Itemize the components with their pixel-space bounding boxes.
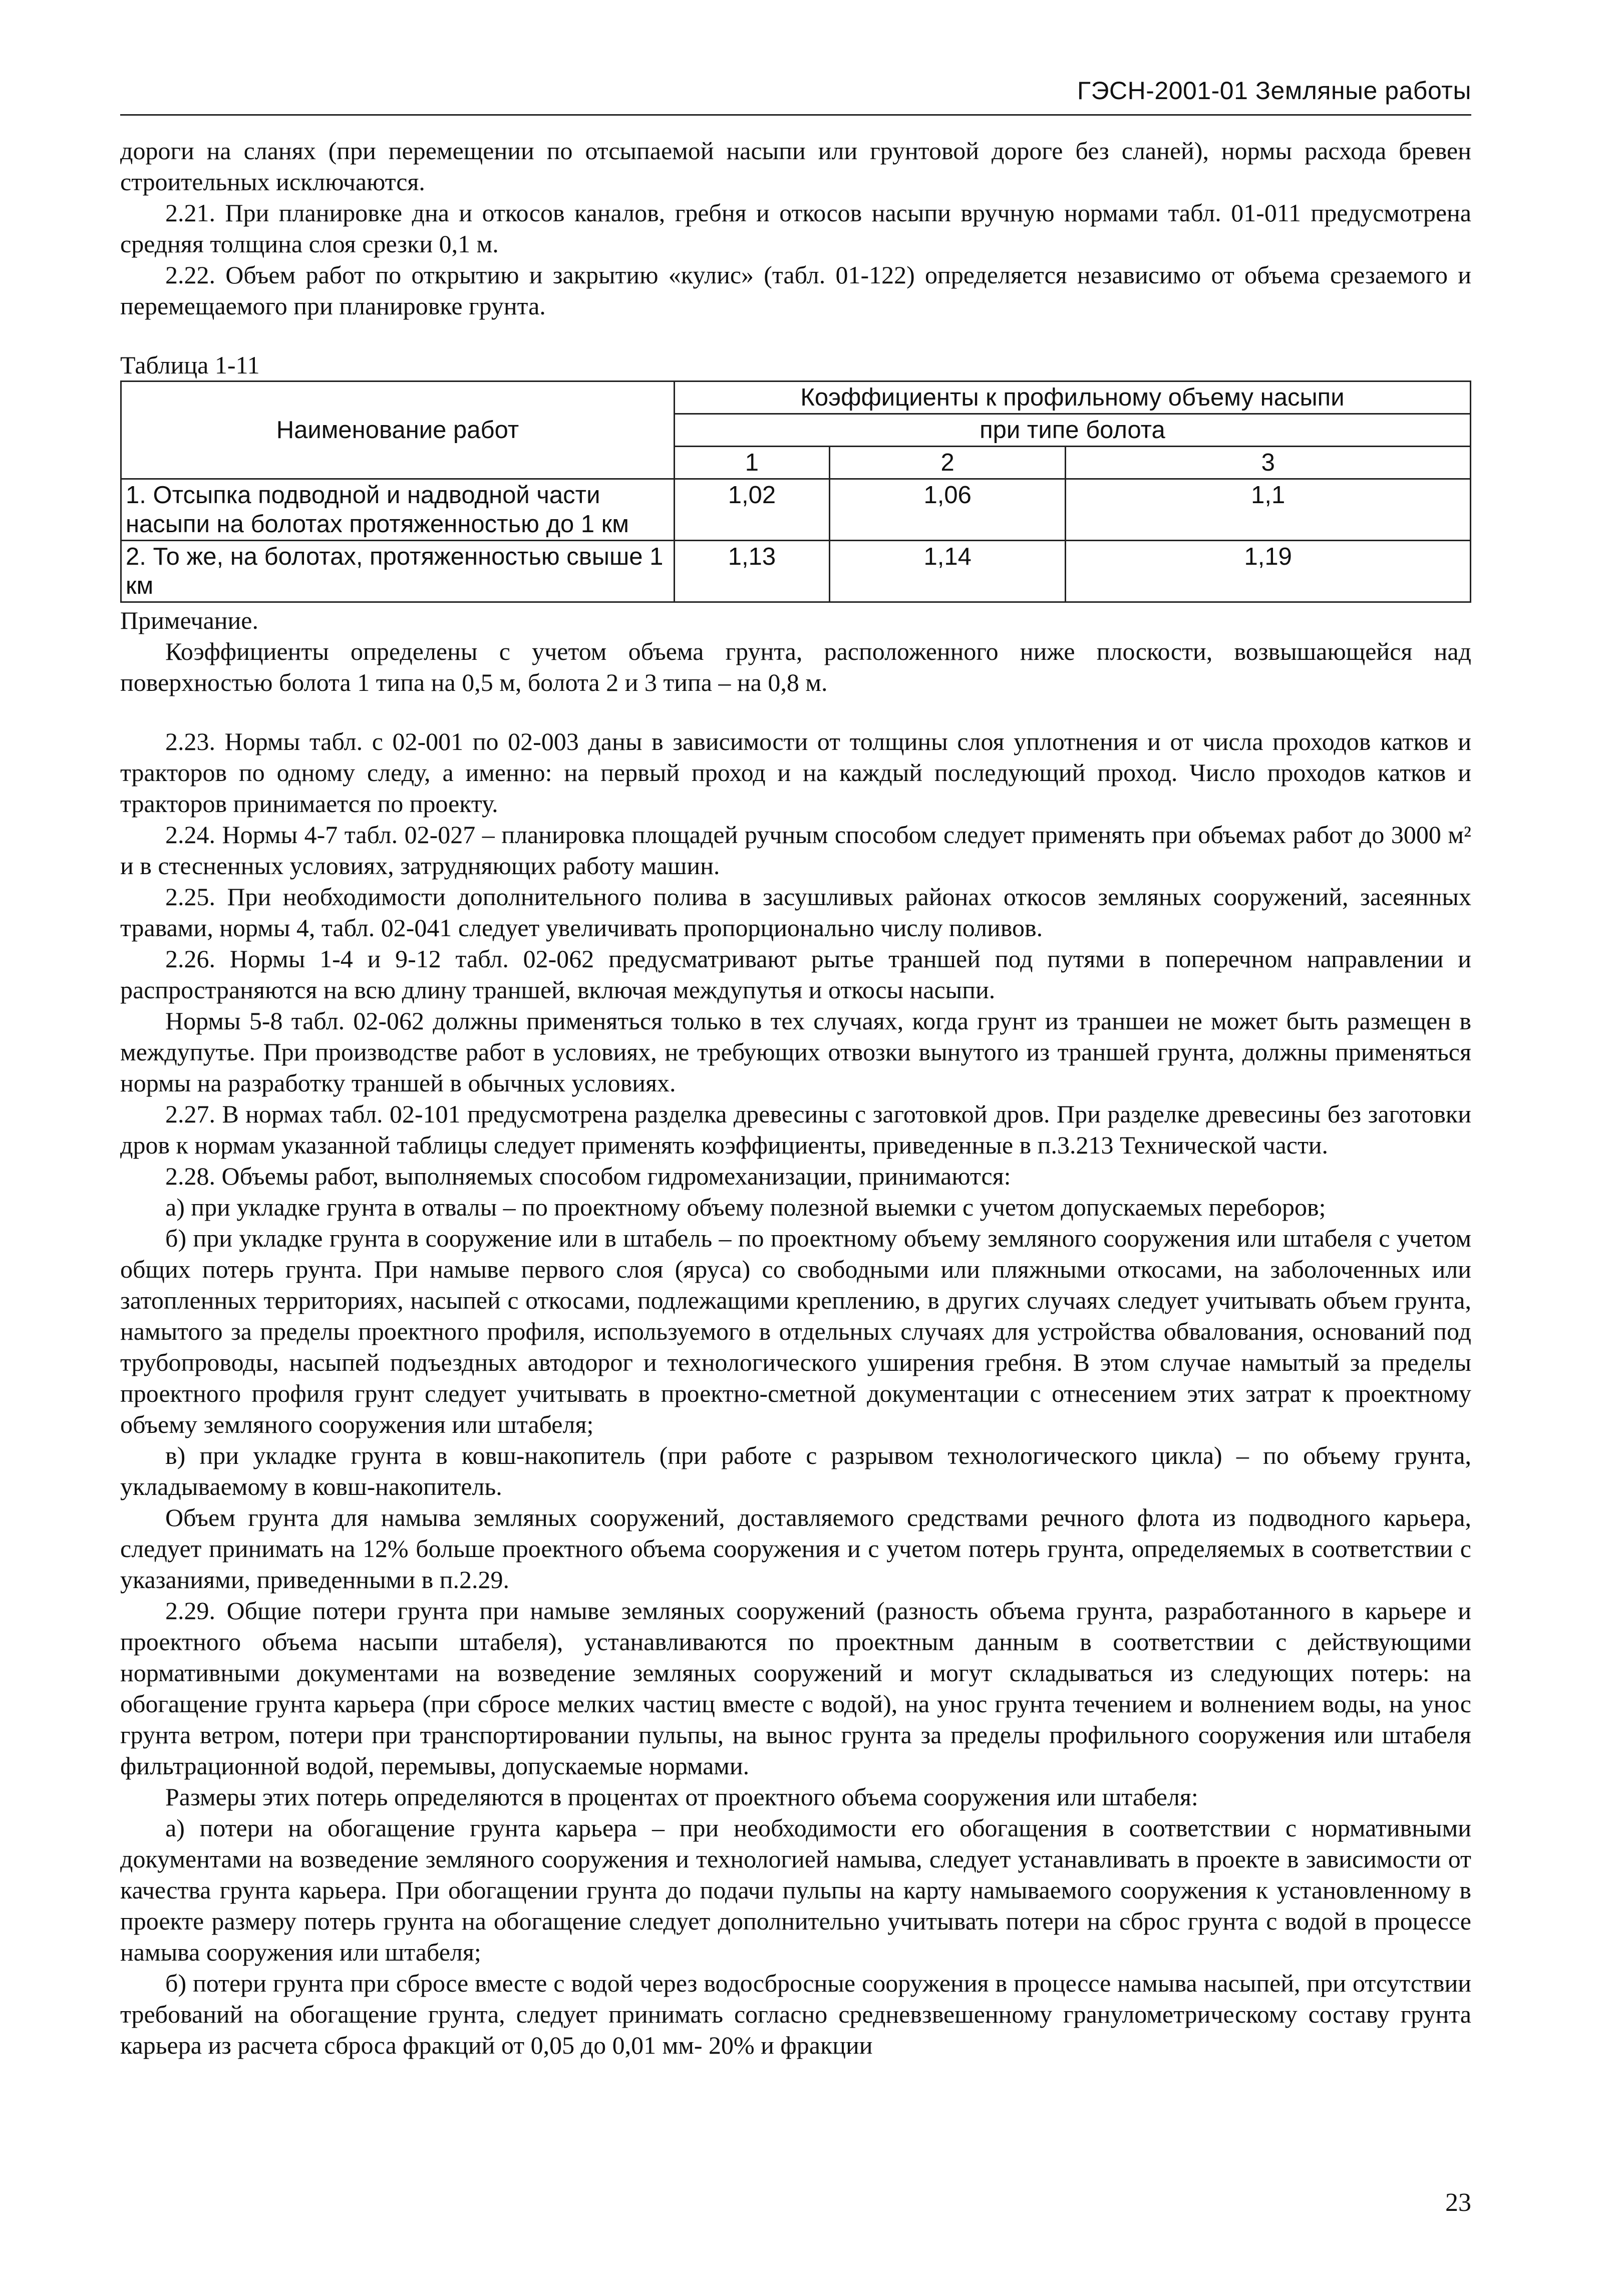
page-header-title: ГЭСН-2001-01 Земляные работы [1077, 77, 1471, 105]
table-cell-value: 1,1 [1066, 479, 1471, 541]
note-label: Примечание. [120, 606, 259, 634]
paragraph-2-28: 2.28. Объемы работ, выполняемых способом гидромеханизации, принимаются: [165, 1162, 1011, 1190]
paragraph: Размеры этих потерь определяются в процентах от проектного объема сооружения или штабеля: [165, 1783, 1198, 1811]
table-cell-value: 1,02 [674, 479, 829, 541]
table-row [121, 541, 1471, 602]
table-caption: Таблица 1-11 [120, 351, 260, 379]
paragraph-2-29: 2.29. Общие потери грунта при намыве земляных сооружений (разность объема грунта, разработанного в карьере и проектного объема насыпи штабеля), устанавливаются по проектным данным в соответствии с действующими нормативными документами на возведение земляных сооружений и могут складываться из следующих потерь: на обогащение грунта карьера (при сбросе мелких частиц вместе с водой), на унос грунта течением и волнением воды, на унос грунта ветром, потери при транспортировании пульпы, на вынос грунта за пределы профильного сооружения или штабеля фильтрационной водой, перемывы, допускаемые нормами. [120, 1597, 1471, 1780]
coefficients-table [120, 380, 1471, 603]
note-text: Коэффициенты определены с учетом объема грунта, расположенного ниже плоскости, возвышающейся над поверхностью болота 1 типа на 0,5 м, болота 2 и 3 типа – на 0,8 м. [120, 637, 1471, 696]
paragraph-2-24: 2.24. Нормы 4-7 табл. 02-027 – планировка площадей ручным способом следует применять при объемах работ до 3000 м² и в стесненных условиях, затрудняющих работу машин. [120, 821, 1471, 880]
table-header-work-name: Наименование работ [121, 381, 675, 479]
table-cell-name: 1. Отсыпка подводной и надводной части насыпи на болотах протяженностью до 1 км [121, 479, 675, 541]
table-header-type-2: 2 [829, 447, 1066, 479]
table-header-swamp-type: при типе болота [674, 414, 1470, 447]
table-cell-value: 1,19 [1066, 541, 1471, 602]
list-item-v: в) при укладке грунта в ковш-накопитель (при работе с разрывом технологического цикла) – по объему грунта, укладываемому в ковш-накопитель. [120, 1441, 1471, 1500]
paragraph-2-25: 2.25. При необходимости дополнительного полива в засушливых районах откосов земляных сооружений, засеянных травами, нормы 4, табл. 02-041 следует увеличивать пропорционально числу поливов. [120, 883, 1471, 942]
table-cell-value: 1,06 [829, 479, 1066, 541]
paragraph-2-27: 2.27. В нормах табл. 02-101 предусмотрена разделка древесины с заготовкой дров. При разделке древесины без заготовки дров к нормам указанной таблицы следует применять коэффициенты, приведенные в п.3.213 Технической части. [120, 1100, 1471, 1159]
list-item-b: б) потери грунта при сбросе вместе с водой через водосбросные сооружения в процессе намыва насыпей, при отсутствии требований на обогащение грунта, следует принимать согласно средневзвешенному гранулометрическому составу грунта карьера из расчета сброса фракций от 0,05 до 0,01 мм- 20% и фракции [120, 1969, 1471, 2059]
list-item-a: а) потери на обогащение грунта карьера – при необходимости его обогащения в соответствии с нормативными документами на возведение земляного сооружения и технологией намыва, следует устанавливать в проекте в зависимости от качества грунта карьера. При обогащении грунта до подачи пульпы на карту намываемого сооружения к установленному в проекте размеру потерь грунта на обогащение следует дополнительно учитывать потери на сброс грунта с водой в процессе намыва сооружения или штабеля; [120, 1814, 1471, 1966]
list-item-a: а) при укладке грунта в отвалы – по проектному объему полезной выемки с учетом допускаемых переборов; [165, 1193, 1326, 1221]
paragraph-2-22: 2.22. Объем работ по открытию и закрытию «кулис» (табл. 01-122) определяется независимо от объема срезаемого и перемещаемого при планировке грунта. [120, 261, 1471, 320]
table-cell-name: 2. То же, на болотах, протяженностью свыше 1 км [121, 541, 675, 602]
table-cell-value: 1,13 [674, 541, 829, 602]
document-body [120, 135, 1471, 2061]
paragraph: Нормы 5-8 табл. 02-062 должны применяться только в тех случаях, когда грунт из траншеи не может быть размещен в междупутье. При производстве работ в условиях, не требующих отвозки вынутого из траншей грунта, должны применяться нормы на разработку траншей в обычных условиях. [120, 1007, 1471, 1097]
paragraph: дороги на сланях (при перемещении по отсыпаемой насыпи или грунтовой дороге без сланей), нормы расхода бревен строительных исключаются. [120, 137, 1471, 196]
header-divider [120, 114, 1471, 116]
paragraph-2-26: 2.26. Нормы 1-4 и 9-12 табл. 02-062 предусматривают рытье траншей под путями в поперечном направлении и распространяются на всю длину траншей, включая междупутья и откосы насыпи. [120, 945, 1471, 1004]
table-cell-value: 1,14 [829, 541, 1066, 602]
list-item-b: б) при укладке грунта в сооружение или в штабель – по проектному объему земляного сооружения или штабеля с учетом общих потерь грунта. При намыве первого слоя (яруса) со свободными или пляжными откосами, на заболоченных или затопленных территориях, насыпей с откосами, подлежащими креплению, в других случаях следует учитывать объем грунта, намытого за пределы проектного профиля, используемого в отдельных случаях для устройства обвалования, оснований под трубопроводы, насыпей подъездных автодорог и технологического уширения гребня. В этом случае намытый за пределы проектного профиля грунт следует учитывать в проектно-сметной документации с отнесением этих затрат к проектному объему земляного сооружения или штабеля; [120, 1224, 1471, 1438]
page-number: 23 [1445, 2188, 1471, 2217]
table-row [121, 479, 1471, 541]
table-header-coefficients: Коэффициенты к профильному объему насыпи [674, 381, 1470, 414]
paragraph: Объем грунта для намыва земляных сооружений, доставляемого средствами речного флота из подводного карьера, следует принимать на 12% больше проектного объема сооружения и с учетом потерь грунта, определяемых в соответствии с указаниями, приведенными в п.2.29. [120, 1503, 1471, 1594]
table-header-type-1: 1 [674, 447, 829, 479]
table-header-type-3: 3 [1066, 447, 1471, 479]
paragraph-2-21: 2.21. При планировке дна и откосов каналов, гребня и откосов насыпи вручную нормами табл. 01-011 предусмотрена средняя толщина слоя срезки 0,1 м. [120, 199, 1471, 258]
paragraph-2-23: 2.23. Нормы табл. с 02-001 по 02-003 даны в зависимости от толщины слоя уплотнения и от числа проходов катков и тракторов по одному следу, а именно: на первый проход и на каждый последующий проход. Число проходов катков и тракторов принимается по проекту. [120, 727, 1471, 818]
